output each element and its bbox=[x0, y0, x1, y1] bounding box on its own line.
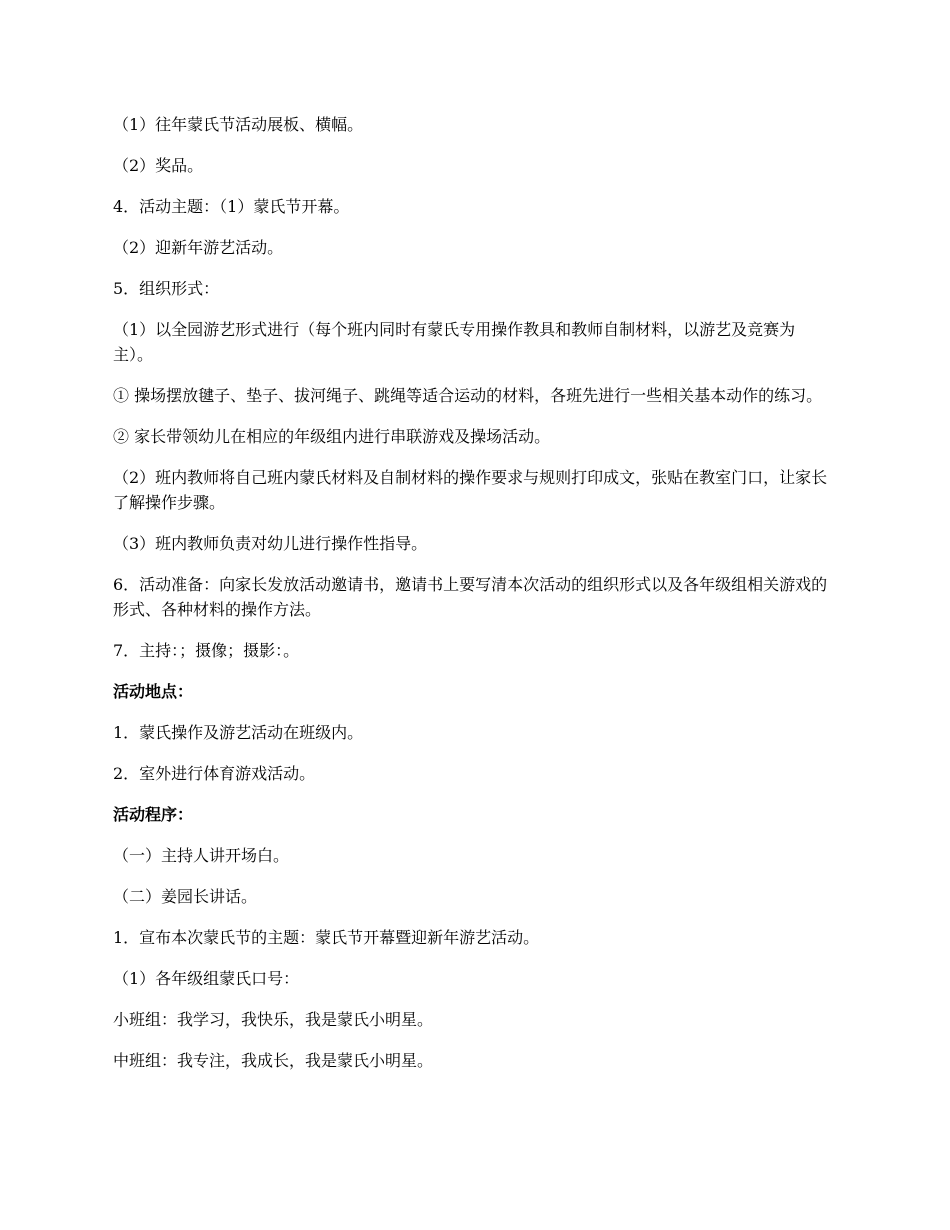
paragraph: （一）主持人讲开场白。 bbox=[113, 846, 290, 865]
document-page bbox=[113, 112, 833, 1089]
paragraph: （2）迎新年游艺活动。 bbox=[113, 238, 284, 257]
section-heading: 活动程序： bbox=[113, 805, 194, 824]
paragraph: （3）班内教师负责对幼儿进行操作性指导。 bbox=[113, 534, 428, 553]
paragraph: （1）各年级组蒙氏口号： bbox=[113, 969, 300, 988]
paragraph: ② 家长带领幼儿在相应的年级组内进行串联游戏及操场活动。 bbox=[113, 427, 551, 446]
paragraph: 1．蒙氏操作及游艺活动在班级内。 bbox=[113, 723, 364, 742]
paragraph: 中班组：我专注，我成长，我是蒙氏小明星。 bbox=[113, 1051, 434, 1070]
paragraph: 6．活动准备：向家长发放活动邀请书，邀请书上要写清本次活动的组织形式以及各年级组相关游戏的形式、各种材料的操作方法。 bbox=[113, 575, 828, 619]
paragraph: （2）奖品。 bbox=[113, 156, 204, 175]
paragraph: 5．组织形式： bbox=[113, 279, 220, 298]
paragraph: 7．主持：；摄像；摄影：。 bbox=[113, 641, 300, 660]
paragraph: ① 操场摆放毽子、垫子、拔河绳子、跳绳等适合运动的材料，各班先进行一些相关基本动作的练习。 bbox=[113, 386, 823, 405]
section-heading: 活动地点： bbox=[113, 682, 194, 701]
paragraph: （1）以全园游艺形式进行（每个班内同时有蒙氏专用操作教具和教师自制材料，以游艺及竞赛为主）。 bbox=[113, 320, 796, 364]
paragraph: （二）姜园长讲话。 bbox=[113, 887, 258, 906]
paragraph: 1．宣布本次蒙氏节的主题：蒙氏节开幕暨迎新年游艺活动。 bbox=[113, 928, 540, 947]
paragraph: 小班组：我学习，我快乐，我是蒙氏小明星。 bbox=[113, 1010, 434, 1029]
paragraph: （2）班内教师将自己班内蒙氏材料及自制材料的操作要求与规则打印成文，张贴在教室门口，让家长了解操作步骤。 bbox=[113, 468, 828, 512]
paragraph: （1）往年蒙氏节活动展板、横幅。 bbox=[113, 115, 364, 134]
paragraph: 2．室外进行体育游戏活动。 bbox=[113, 764, 316, 783]
paragraph: 4．活动主题：（1）蒙氏节开幕。 bbox=[113, 197, 350, 216]
